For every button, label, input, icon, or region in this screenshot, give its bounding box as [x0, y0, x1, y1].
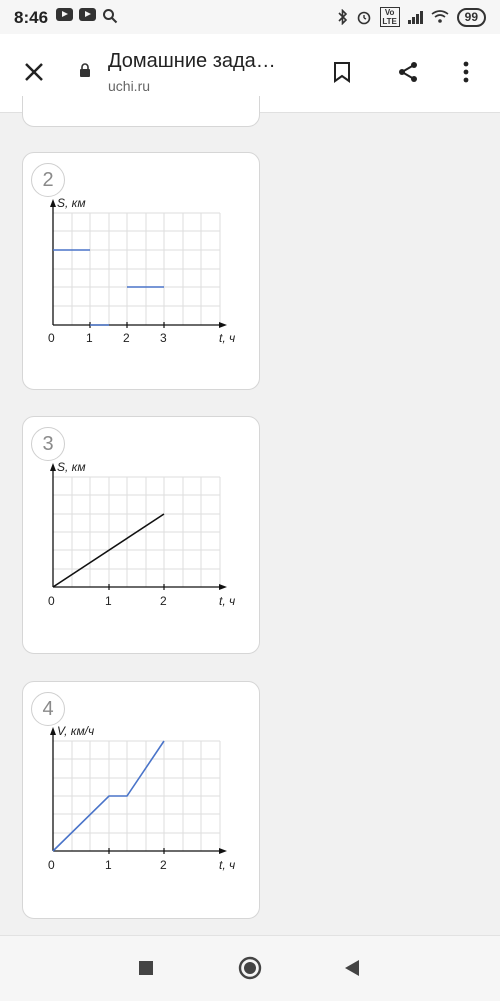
share-button[interactable]	[390, 54, 426, 90]
origin-label: 0	[48, 331, 55, 345]
origin-label: 0	[48, 594, 55, 608]
answer-card-partial[interactable]	[22, 96, 260, 127]
y-axis-label: V, км/ч	[57, 724, 95, 738]
back-button[interactable]	[340, 956, 364, 980]
x-axis-label: t, ч	[219, 858, 236, 872]
youtube-icon	[79, 8, 96, 21]
x-tick-label: 2	[160, 858, 167, 872]
velocity-time-graph	[23, 682, 259, 918]
y-axis-label: S, км	[57, 460, 86, 474]
x-tick-label: 2	[160, 594, 167, 608]
battery-indicator: 99	[457, 8, 486, 27]
system-nav-bar	[0, 935, 500, 1001]
bookmark-button[interactable]	[324, 54, 360, 90]
back-icon	[344, 959, 360, 977]
origin-label: 0	[48, 858, 55, 872]
x-axis-label: t, ч	[219, 594, 236, 608]
answer-card-2[interactable]	[22, 152, 260, 390]
share-icon	[397, 61, 419, 83]
status-right-icons	[338, 7, 486, 27]
bluetooth-icon	[338, 9, 348, 25]
y-axis-label: S, км	[57, 196, 86, 210]
option-number: 4	[31, 692, 65, 726]
notification-icons	[56, 8, 118, 24]
wifi-icon	[431, 10, 449, 24]
more-vert-icon	[463, 61, 469, 83]
x-tick-label: 1	[86, 331, 93, 345]
close-icon	[24, 62, 44, 82]
option-number: 2	[31, 163, 65, 197]
x-axis-label: t, ч	[219, 331, 236, 345]
search-icon	[102, 8, 118, 24]
distance-time-graph	[23, 417, 259, 653]
youtube-icon	[56, 8, 73, 21]
x-tick-label: 3	[160, 331, 167, 345]
alarm-icon	[356, 9, 372, 25]
page-url[interactable]: uchi.ru	[108, 78, 151, 94]
recents-icon	[138, 960, 154, 976]
x-tick-label: 1	[105, 858, 112, 872]
option-number: 3	[31, 427, 65, 461]
signal-icon	[408, 10, 423, 24]
menu-button[interactable]	[448, 54, 484, 90]
volte-icon: Vo LTE	[380, 7, 400, 27]
home-icon	[238, 956, 262, 980]
status-bar	[0, 0, 500, 34]
answer-card-3[interactable]	[22, 416, 260, 654]
answer-card-4[interactable]	[22, 681, 260, 919]
status-time: 8:46	[14, 8, 49, 27]
close-button[interactable]	[16, 54, 52, 90]
x-tick-label: 2	[123, 331, 130, 345]
bookmark-icon	[333, 61, 351, 83]
distance-time-graph	[23, 153, 259, 389]
recents-button[interactable]	[134, 956, 158, 980]
x-tick-label: 1	[105, 594, 112, 608]
lock-icon	[78, 63, 92, 77]
home-button[interactable]	[238, 956, 262, 980]
page-title[interactable]: Домашние зада…	[108, 50, 276, 72]
